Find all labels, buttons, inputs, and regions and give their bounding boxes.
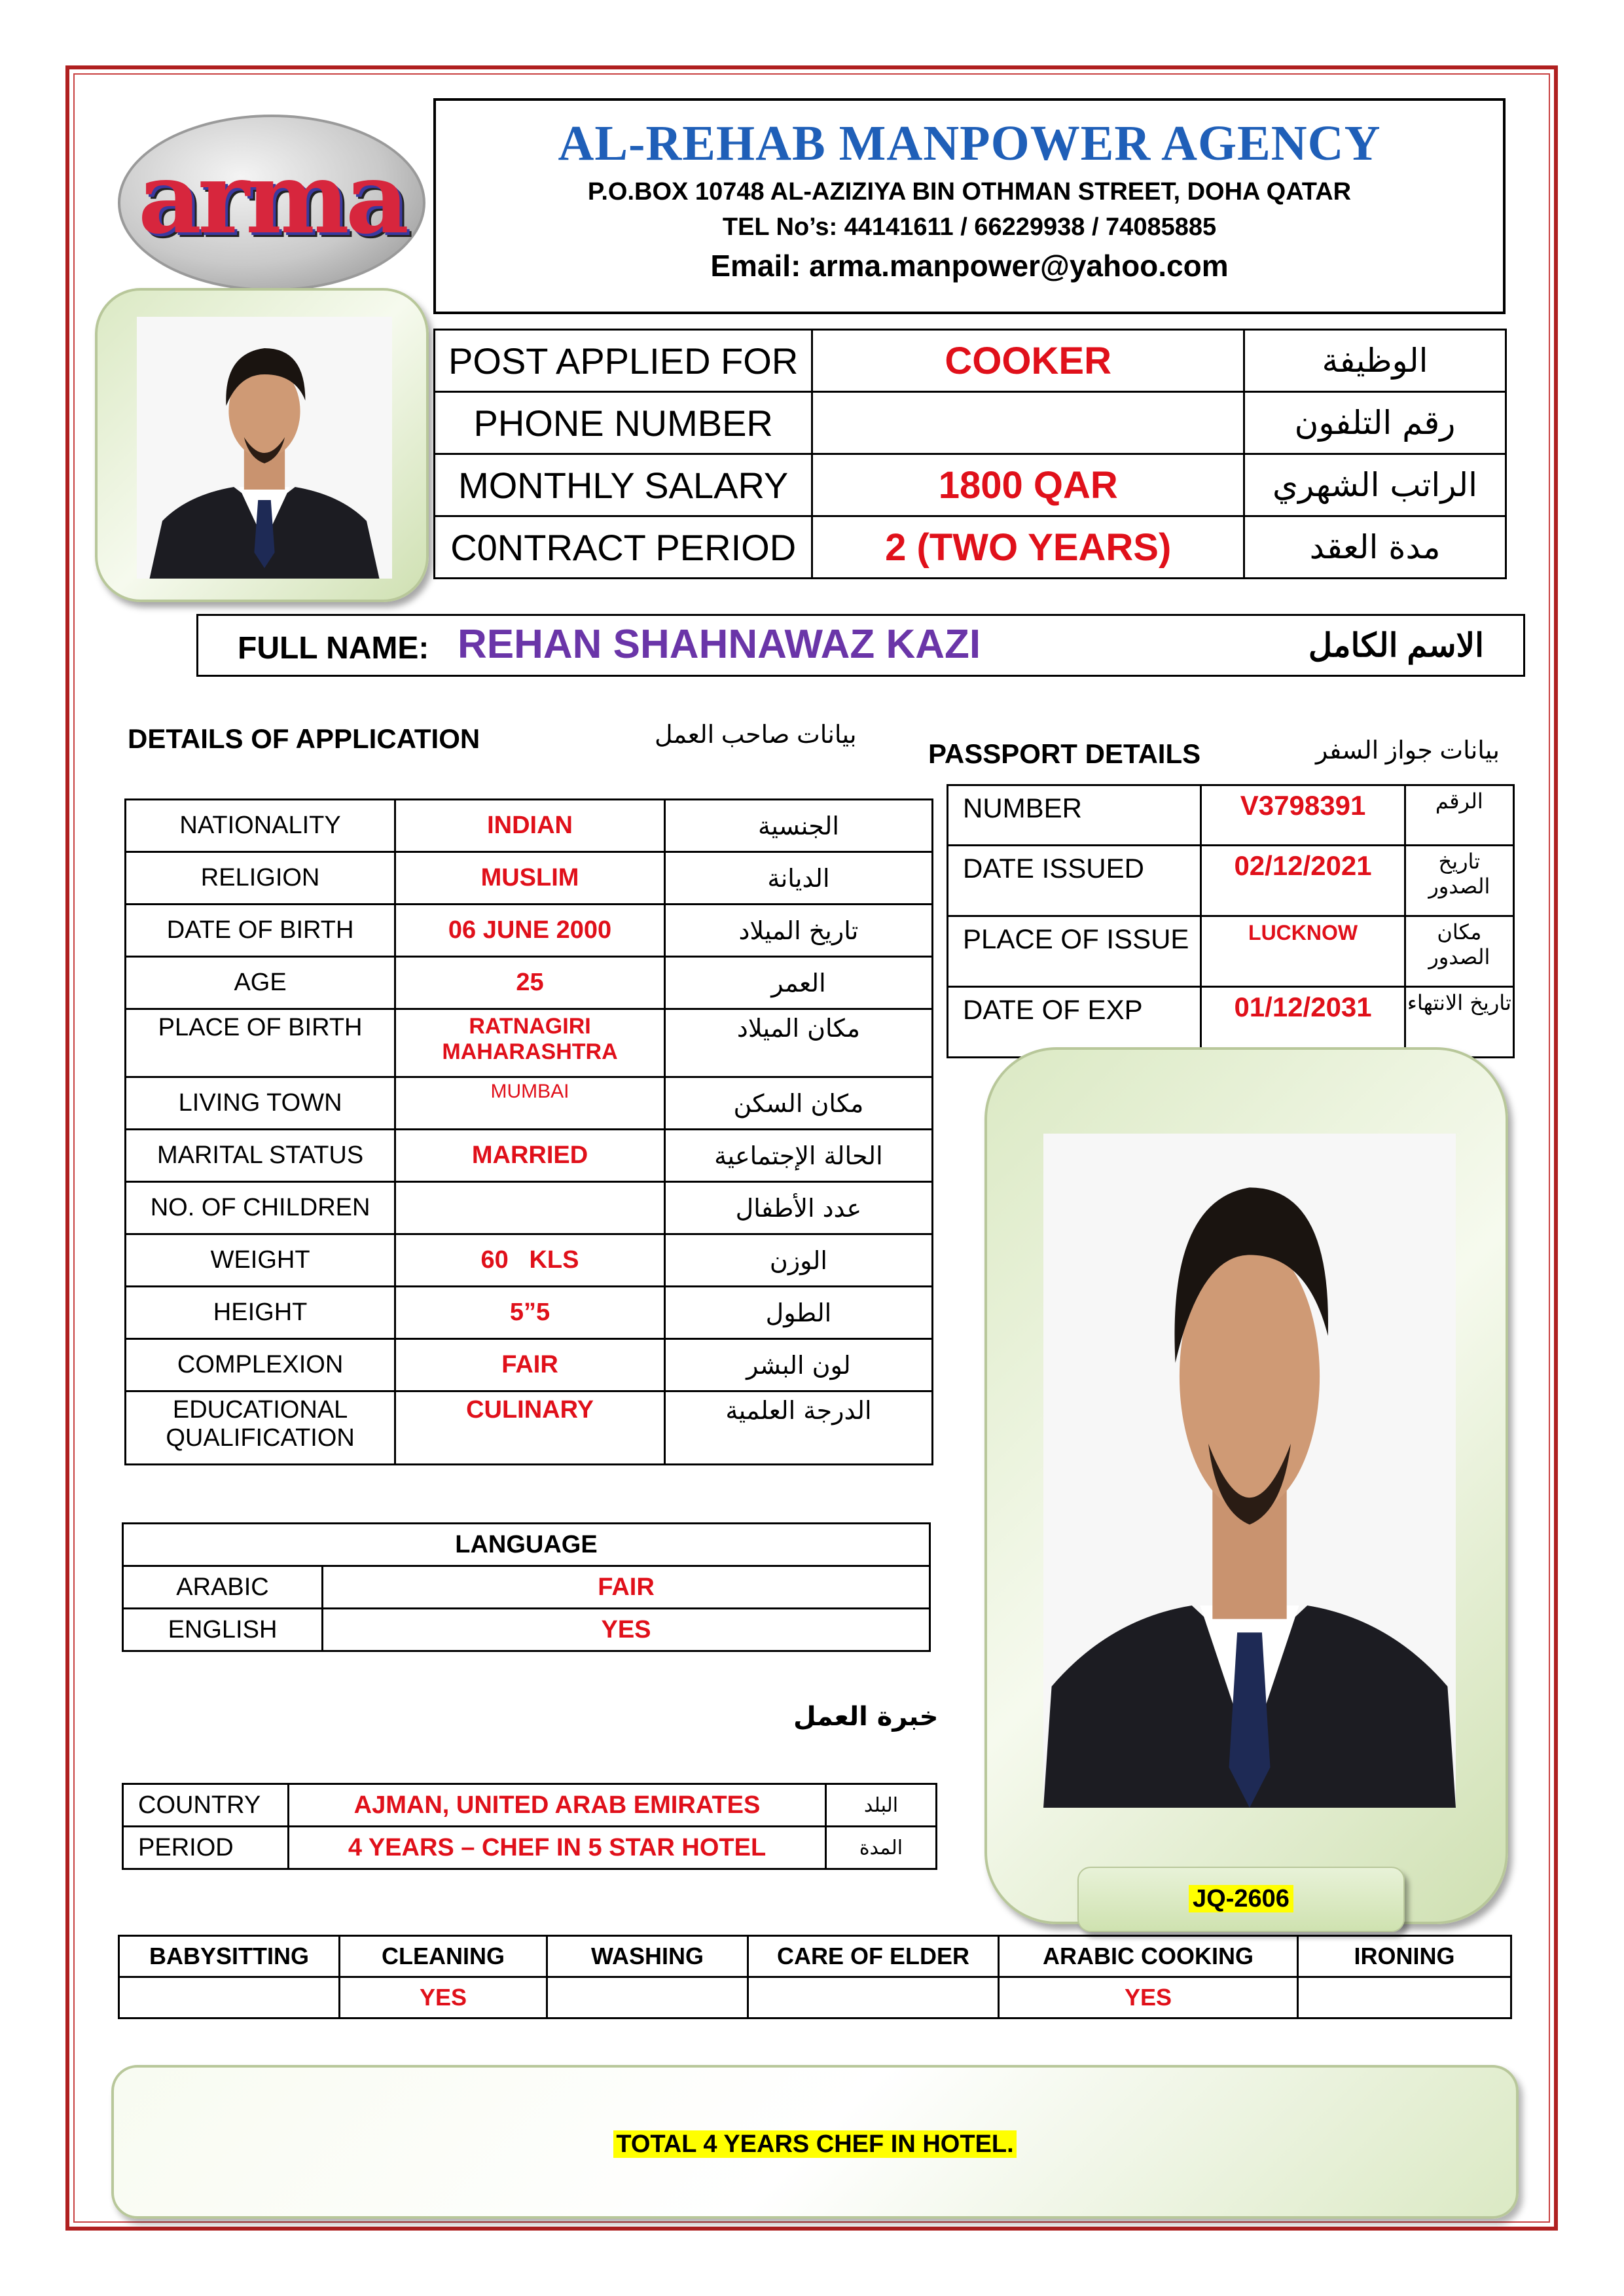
- full-name-box: [196, 614, 1525, 677]
- ref-code: JQ-2606: [1189, 1885, 1293, 1912]
- language-value: FAIR: [323, 1566, 930, 1609]
- field-label-ar: الدرجة العلمية: [664, 1391, 932, 1465]
- experience-value: 4 YEARS – CHEF IN 5 STAR HOTEL: [289, 1827, 826, 1869]
- table-row: [119, 1977, 1511, 2018]
- table-row: [126, 1077, 933, 1130]
- passport-value: 01/12/2031: [1201, 987, 1405, 1058]
- skill-header: IRONING: [1298, 1936, 1511, 1977]
- field-label-ar: العمر: [664, 957, 932, 1009]
- table-row: [126, 1130, 933, 1182]
- passport-label: NUMBER: [948, 785, 1201, 846]
- table-row: [123, 1524, 930, 1566]
- passport-label-ar: مكان الصدور: [1405, 916, 1513, 987]
- skill-header: ARABIC COOKING: [999, 1936, 1298, 1977]
- summary-box: [111, 2065, 1519, 2219]
- passport-title-ar: بيانات جواز السفر: [1316, 737, 1500, 764]
- table-row: [123, 1827, 937, 1869]
- field-value: 60 KLS: [395, 1234, 665, 1287]
- field-label-ar: الديانة: [664, 852, 932, 905]
- field-label: HEIGHT: [126, 1287, 395, 1339]
- agency-header: [433, 98, 1506, 314]
- agency-tel: TEL No’s: 44141611 / 66229938 / 74085885: [722, 213, 1217, 241]
- table-row: [435, 454, 1506, 516]
- job-label: C0NTRACT PERIOD: [435, 516, 812, 579]
- field-label: COMPLEXION: [126, 1339, 395, 1391]
- skill-value: [119, 1977, 340, 2018]
- passport-value: 02/12/2021: [1201, 846, 1405, 916]
- field-label: EDUCATIONAL QUALIFICATION: [126, 1391, 395, 1465]
- full-name-label: FULL NAME:: [238, 631, 429, 666]
- table-row: [123, 1566, 930, 1609]
- language-label: ARABIC: [123, 1566, 323, 1609]
- skill-value: [748, 1977, 999, 2018]
- table-row: [126, 1182, 933, 1234]
- field-value: RATNAGIRI MAHARASHTRA: [395, 1009, 665, 1077]
- job-label-ar: الوظيفة: [1244, 330, 1506, 392]
- field-label: PLACE OF BIRTH: [126, 1009, 395, 1077]
- field-label: AGE: [126, 957, 395, 1009]
- table-row: [126, 800, 933, 852]
- table-row: [126, 852, 933, 905]
- field-label-ar: عدد الأطفال: [664, 1182, 932, 1234]
- field-value: MARRIED: [395, 1130, 665, 1182]
- field-label-ar: الوزن: [664, 1234, 932, 1287]
- agency-address: P.O.BOX 10748 AL-AZIZIYA BIN OTHMAN STREET, DOHA QATAR: [587, 178, 1352, 206]
- table-row: [126, 1391, 933, 1465]
- job-label-ar: مدة العقد: [1244, 516, 1506, 579]
- experience-label: PERIOD: [123, 1827, 289, 1869]
- ref-code-wrap: [1079, 1885, 1403, 1913]
- field-value: FAIR: [395, 1339, 665, 1391]
- skills-table: [118, 1935, 1512, 2019]
- job-table: [433, 329, 1507, 579]
- passport-table: [947, 784, 1515, 1058]
- table-row: [435, 516, 1506, 579]
- field-value: MUSLIM: [395, 852, 665, 905]
- field-label: LIVING TOWN: [126, 1077, 395, 1130]
- job-label-ar: رقم التلفون: [1244, 392, 1506, 454]
- application-table: [124, 798, 933, 1465]
- experience-title-ar: خبرة العمل: [793, 1702, 939, 1732]
- table-row: [948, 785, 1514, 846]
- logo-text: arma: [137, 141, 406, 256]
- passport-title: PASSPORT DETAILS: [928, 738, 1201, 769]
- passport-label-ar: الرقم: [1405, 785, 1513, 846]
- job-label: PHONE NUMBER: [435, 392, 812, 454]
- table-row: [435, 330, 1506, 392]
- summary-wrap: [114, 2130, 1516, 2159]
- skill-header: BABYSITTING: [119, 1936, 340, 1977]
- field-label-ar: الحالة الإجتماعية: [664, 1130, 932, 1182]
- full-name-label-ar: الاسم الكامل: [1308, 627, 1484, 664]
- field-label: NATIONALITY: [126, 800, 395, 852]
- field-label: DATE OF BIRTH: [126, 905, 395, 957]
- job-value: [812, 392, 1244, 454]
- field-value: 25: [395, 957, 665, 1009]
- skill-value: [547, 1977, 748, 2018]
- passport-label: DATE OF EXP: [948, 987, 1201, 1058]
- field-value: MUMBAI: [395, 1077, 665, 1130]
- field-label: NO. OF CHILDREN: [126, 1182, 395, 1234]
- application-title-ar: بيانات صاحب العمل: [655, 721, 857, 749]
- passport-label-ar: تاريخ الانتهاء: [1405, 987, 1513, 1058]
- language-value: YES: [323, 1609, 930, 1651]
- field-label-ar: لون البشر: [664, 1339, 932, 1391]
- summary-text: TOTAL 4 YEARS CHEF IN HOTEL.: [613, 2130, 1016, 2158]
- passport-value: LUCKNOW: [1201, 916, 1405, 987]
- full-name-value: REHAN SHAHNAWAZ KAZI: [458, 622, 981, 667]
- table-row: [435, 392, 1506, 454]
- skill-value: [1298, 1977, 1511, 2018]
- ref-code-tag: [1077, 1867, 1405, 1932]
- skill-value: YES: [340, 1977, 547, 2018]
- table-row: [126, 1009, 933, 1077]
- field-label-ar: الجنسية: [664, 800, 932, 852]
- passport-label-ar: تاريخ الصدور: [1405, 846, 1513, 916]
- large-photo-frame: [984, 1047, 1508, 1924]
- field-value: INDIAN: [395, 800, 665, 852]
- person-icon: [1043, 1134, 1456, 1808]
- passport-label: PLACE OF ISSUE: [948, 916, 1201, 987]
- field-value: 06 JUNE 2000: [395, 905, 665, 957]
- skill-header: CARE OF ELDER: [748, 1936, 999, 1977]
- field-label-ar: مكان الميلاد: [664, 1009, 932, 1077]
- job-label-ar: الراتب الشهري: [1244, 454, 1506, 516]
- language-table: [122, 1522, 931, 1652]
- table-row: [126, 1339, 933, 1391]
- field-label: RELIGION: [126, 852, 395, 905]
- table-row: [119, 1936, 1511, 1977]
- field-label: MARITAL STATUS: [126, 1130, 395, 1182]
- field-label: WEIGHT: [126, 1234, 395, 1287]
- field-label-ar: مكان السكن: [664, 1077, 932, 1130]
- skill-header: WASHING: [547, 1936, 748, 1977]
- language-title: LANGUAGE: [123, 1524, 930, 1566]
- job-value: 1800 QAR: [812, 454, 1244, 516]
- field-value: 5”5: [395, 1287, 665, 1339]
- job-value: 2 (TWO YEARS): [812, 516, 1244, 579]
- table-row: [948, 916, 1514, 987]
- field-value: [395, 1182, 665, 1234]
- passport-value: V3798391: [1201, 785, 1405, 846]
- application-title: DETAILS OF APPLICATION: [128, 723, 480, 754]
- language-label: ENGLISH: [123, 1609, 323, 1651]
- experience-label-ar: المدة: [826, 1827, 937, 1869]
- skill-header: CLEANING: [340, 1936, 547, 1977]
- person-icon: [137, 317, 392, 579]
- field-label-ar: الطول: [664, 1287, 932, 1339]
- table-row: [126, 957, 933, 1009]
- job-label: POST APPLIED FOR: [435, 330, 812, 392]
- table-row: [126, 1234, 933, 1287]
- table-row: [948, 846, 1514, 916]
- experience-label: COUNTRY: [123, 1784, 289, 1827]
- table-row: [126, 905, 933, 957]
- small-photo-frame: [95, 288, 429, 602]
- skill-value: YES: [999, 1977, 1298, 2018]
- field-label-ar: تاريخ الميلاد: [664, 905, 932, 957]
- table-row: [123, 1784, 937, 1827]
- experience-table: [122, 1783, 937, 1870]
- experience-value: AJMAN, UNITED ARAB EMIRATES: [289, 1784, 826, 1827]
- experience-label-ar: البلد: [826, 1784, 937, 1827]
- field-value: CULINARY: [395, 1391, 665, 1465]
- applicant-photo-large: [1043, 1134, 1456, 1808]
- agency-logo: [118, 115, 425, 291]
- agency-name: AL-REHAB MANPOWER AGENCY: [558, 116, 1381, 171]
- passport-label: DATE ISSUED: [948, 846, 1201, 916]
- job-value: COOKER: [812, 330, 1244, 392]
- table-row: [126, 1287, 933, 1339]
- table-row: [123, 1609, 930, 1651]
- job-label: MONTHLY SALARY: [435, 454, 812, 516]
- agency-email: Email: arma.manpower@yahoo.com: [710, 249, 1229, 283]
- applicant-photo-small: [137, 317, 392, 579]
